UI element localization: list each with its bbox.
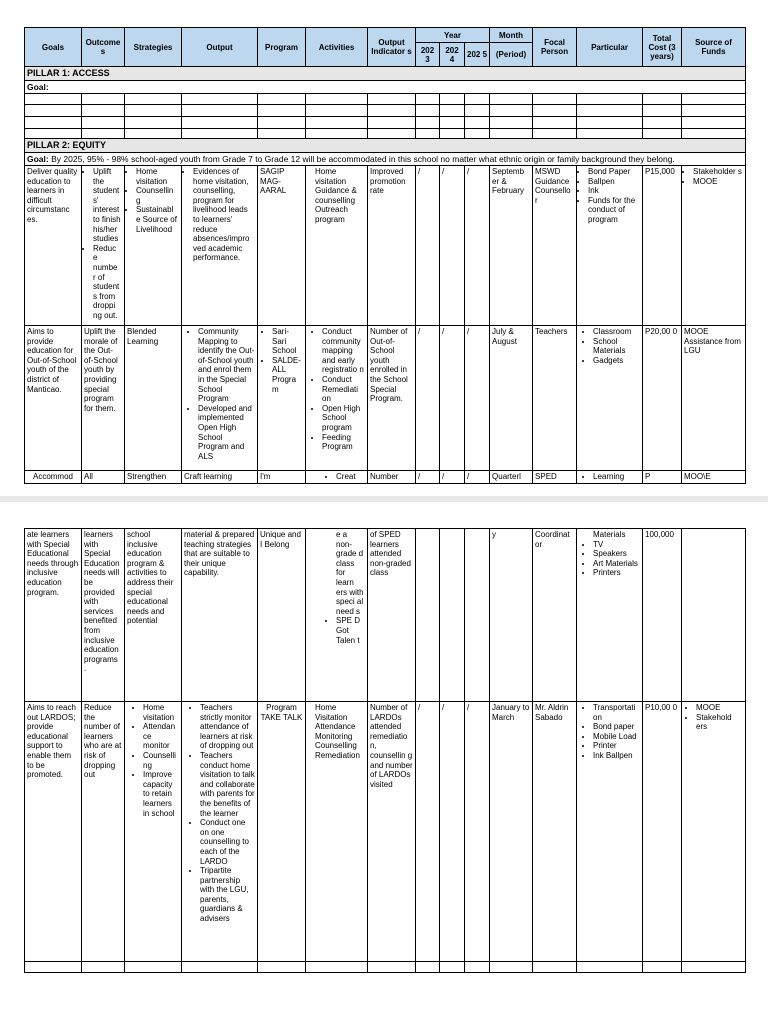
cell-year-2024: / bbox=[440, 702, 465, 962]
cell-program: SAGIP MAG-AARAL bbox=[258, 166, 306, 326]
header-year-2024: 202 4 bbox=[440, 43, 465, 67]
cell-particular bbox=[577, 326, 643, 471]
list-item: • Guidance & counselling bbox=[315, 186, 365, 205]
list-item: • Gadgets bbox=[593, 356, 640, 366]
header-output-indicators: Output Indicator s bbox=[368, 28, 416, 67]
cell-year-2025: / bbox=[465, 166, 490, 326]
empty-row bbox=[25, 129, 746, 139]
cell-output bbox=[182, 702, 258, 962]
cell-indicator: Improved promotion rate bbox=[368, 166, 416, 326]
plan-table-page-2 bbox=[24, 528, 746, 973]
cell-outcomes bbox=[82, 166, 125, 326]
empty-row bbox=[25, 94, 746, 105]
activity-text: e a non-grade d class for learn ers with speci al need s bbox=[336, 530, 364, 616]
document-page-1 bbox=[0, 0, 768, 496]
list-item: • Sustainabl e Source of Livelihood bbox=[136, 205, 179, 234]
cell-month: Quarterl bbox=[490, 471, 533, 484]
cell-total-cost: P15,000 bbox=[643, 166, 682, 326]
header-year-2023: 202 3 bbox=[416, 43, 440, 67]
cell-total-cost: 100,000 bbox=[643, 529, 682, 702]
list-item: • Conduct one on one counselling to each of the LARDO bbox=[200, 818, 255, 866]
list-item: • Art Materials bbox=[593, 559, 640, 569]
list-item: • Sari-Sari School bbox=[272, 327, 303, 356]
cell-strategies bbox=[125, 702, 182, 962]
cell-goal: Accommod bbox=[25, 471, 82, 484]
table-row bbox=[25, 529, 746, 702]
list-item: • Speakers bbox=[593, 549, 640, 559]
cell-strategies: school inclusive education program & activities to address their special educational needs and potential bbox=[125, 529, 182, 702]
list-item: • Ink Ballpen bbox=[593, 751, 640, 761]
list-item: • Creat bbox=[336, 472, 365, 482]
table-row bbox=[25, 702, 746, 962]
list-item: • Developed and implemented Open High School Program and ALS bbox=[198, 404, 255, 462]
list-item: • Community Mapping to identify the Out-of-School youth and enrol them in the Special School Program bbox=[198, 327, 255, 404]
cell-activities bbox=[306, 471, 368, 484]
cell-particular bbox=[577, 702, 643, 962]
cell-goal: ate learners with Special Educational needs through inclusive education program. bbox=[25, 529, 82, 702]
cell-activities bbox=[306, 326, 368, 471]
cell-output: material & prepared teaching strategies that are suitable to their unique capability. bbox=[182, 529, 258, 702]
cell-year-2025: / bbox=[465, 702, 490, 962]
header-total-cost: Total Cost (3 years) bbox=[643, 28, 682, 67]
particular-text: Materials bbox=[593, 530, 626, 539]
header-output: Output bbox=[182, 28, 258, 67]
cell-output: Craft learning bbox=[182, 471, 258, 484]
cell-source-of-funds: MOO\E bbox=[682, 471, 746, 484]
pillar-1-title: PILLAR 1: ACCESS bbox=[25, 67, 746, 81]
list-item: • Conduct Remediati on bbox=[322, 375, 365, 404]
cell-focal-person: Mr. Aldrin Sabado bbox=[533, 702, 577, 962]
cell-strategies: Blended Learning bbox=[125, 326, 182, 471]
header-activities: Activities bbox=[306, 28, 368, 67]
cell-particular bbox=[577, 529, 643, 702]
list-item: • Tripartite partnership with the LGU, parents, guardians & advisers bbox=[200, 866, 255, 924]
list-item: • Counselling bbox=[315, 741, 365, 751]
document-page-2 bbox=[0, 502, 768, 1024]
header-year: Year bbox=[416, 28, 490, 43]
list-item: • SPE D Got Talen t bbox=[336, 616, 365, 645]
cell-focal-person: Coordinat or bbox=[533, 529, 577, 702]
cell-goal: Deliver quality education to learners in difficult circumstanc es. bbox=[25, 166, 82, 326]
cell-goal: Aims to reach out LARDOS; provide educational support to enable them to be promoted. bbox=[25, 702, 82, 962]
goal-label: Goal: bbox=[27, 82, 49, 92]
cell-goal: Aims to provide education for Out-of-School youth of the district of Manticao. bbox=[25, 326, 82, 471]
list-item: • Uplift the student s' interest to finish his/her studies bbox=[93, 167, 122, 244]
cell-outcomes: Reduce the number of learners who are at risk of dropping out bbox=[82, 702, 125, 962]
cell-year-2024: / bbox=[440, 326, 465, 471]
cell-year-2025 bbox=[465, 529, 490, 702]
header-particular: Particular bbox=[577, 28, 643, 67]
cell-outcomes: All bbox=[82, 471, 125, 484]
cell-month: Septemb er & February bbox=[490, 166, 533, 326]
list-item: • Outreach program bbox=[315, 205, 365, 224]
cell-activities bbox=[306, 702, 368, 962]
list-item: • Printer bbox=[593, 741, 640, 751]
list-item: • Attendance Monitoring bbox=[315, 722, 365, 741]
cell-particular bbox=[577, 166, 643, 326]
list-item: • School Materials bbox=[593, 337, 640, 356]
cell-year-2023: / bbox=[416, 702, 440, 962]
cell-outcomes: Uplift the morale of the Out-of-School youth by providing special program for them. bbox=[82, 326, 125, 471]
list-item: • Feeding Program bbox=[322, 433, 365, 452]
header-goals: Goals bbox=[25, 28, 82, 67]
cell-source-of-funds bbox=[682, 702, 746, 962]
cell-source-of-funds: MOOE Assistance from LGU bbox=[682, 326, 746, 471]
table-row bbox=[25, 471, 746, 484]
cell-indicator: of SPED learners attended non-graded class bbox=[368, 529, 416, 702]
cell-activities bbox=[306, 166, 368, 326]
list-item: • MOOE bbox=[696, 703, 743, 713]
cell-total-cost: P10,00 0 bbox=[643, 702, 682, 962]
pillar-2-title: PILLAR 2: EQUITY bbox=[25, 139, 746, 153]
list-item: • Mobile Load bbox=[593, 732, 640, 742]
cell-activities bbox=[306, 529, 368, 702]
cell-focal-person: Teachers bbox=[533, 326, 577, 471]
header-focal-person: Focal Person bbox=[533, 28, 577, 67]
cell-year-2023: / bbox=[416, 326, 440, 471]
cell-strategies bbox=[125, 166, 182, 326]
list-item: • Home Visitation bbox=[315, 703, 365, 722]
empty-row bbox=[25, 117, 746, 129]
cell-focal-person: MSWD Guidance Counsello r bbox=[533, 166, 577, 326]
header-program: Program bbox=[258, 28, 306, 67]
list-item: • Learning bbox=[593, 472, 640, 482]
pillar-1-goal bbox=[25, 81, 746, 94]
list-item: • Counsellin g bbox=[136, 186, 179, 205]
plan-table-page-1 bbox=[24, 27, 746, 484]
list-item: • Bond paper bbox=[593, 722, 640, 732]
cell-year-2023 bbox=[416, 529, 440, 702]
table-row bbox=[25, 166, 746, 326]
cell-program: Unique and I Belong bbox=[258, 529, 306, 702]
list-item: • Ink bbox=[588, 186, 640, 196]
header-month-period: (Period) bbox=[490, 43, 533, 67]
empty-row bbox=[25, 962, 746, 973]
list-item: • SALDE-ALL Progra m bbox=[272, 356, 303, 394]
cell-year-2025: / bbox=[465, 471, 490, 484]
cell-year-2024: / bbox=[440, 166, 465, 326]
cell-month: July & August bbox=[490, 326, 533, 471]
header-year-2025: 202 5 bbox=[465, 43, 490, 67]
list-item: • Home visitation bbox=[315, 167, 365, 186]
empty-row bbox=[25, 105, 746, 117]
list-item: • Attendan ce monitor bbox=[143, 722, 179, 751]
list-item: • Ballpen bbox=[588, 177, 640, 187]
list-item: • Evidences of home visitation, counselling, program for livelihood leads to learners' reduce absences/impro ved academic performance. bbox=[193, 167, 255, 263]
list-item: • Bond Paper bbox=[588, 167, 640, 177]
list-item: • Teachers strictly monitor attendance of learners at risk of dropping out bbox=[200, 703, 255, 751]
list-item: • Stakeholder s bbox=[693, 167, 743, 177]
cell-strategies: Strengthen bbox=[125, 471, 182, 484]
cell-year-2023: / bbox=[416, 471, 440, 484]
table-row bbox=[25, 326, 746, 471]
cell-focal-person: SPED bbox=[533, 471, 577, 484]
cell-indicator: Number of Out-of-School youth enrolled in the School Special Program. bbox=[368, 326, 416, 471]
cell-output bbox=[182, 166, 258, 326]
cell-year-2024 bbox=[440, 529, 465, 702]
list-item: • MOOE bbox=[693, 177, 743, 187]
cell-total-cost: P20,00 0 bbox=[643, 326, 682, 471]
header-strategies: Strategies bbox=[125, 28, 182, 67]
list-item: • Remediation bbox=[315, 751, 365, 761]
list-item: • Home visitation bbox=[136, 167, 179, 186]
goal-label: Goal: bbox=[27, 154, 49, 164]
cell-year-2024: / bbox=[440, 471, 465, 484]
cell-indicator: Number of LARDOs attended remediatio n, counsellin g and number of LARDOs visited bbox=[368, 702, 416, 962]
header-outcomes: Outcome s bbox=[82, 28, 125, 67]
list-item: • Transportati on bbox=[593, 703, 640, 722]
cell-program bbox=[258, 326, 306, 471]
list-item: • Teachers conduct home visitation to talk and collaborate with parents for the benefits of the learner bbox=[200, 751, 255, 818]
cell-indicator: Number bbox=[368, 471, 416, 484]
cell-month: y bbox=[490, 529, 533, 702]
cell-outcomes: learners with Special Education needs will be provided with services benefited from inclusive education programs . bbox=[82, 529, 125, 702]
list-item: • Reduc e numbe r of student s from droppi ng out. bbox=[93, 244, 122, 321]
list-item: • Open High School program bbox=[322, 404, 365, 433]
list-item: • Conduct community mapping and early registratio n bbox=[322, 327, 365, 375]
cell-year-2023: / bbox=[416, 166, 440, 326]
list-item: • Counselli ng bbox=[143, 751, 179, 770]
list-item: • Home visitation bbox=[143, 703, 179, 722]
cell-source-of-funds bbox=[682, 166, 746, 326]
goal-text: By 2025, 95% - 98% school-aged youth from Grade 7 to Grade 12 will be accommodated in this school no matter what ethnic origin or family background they belong. bbox=[51, 154, 675, 164]
pillar-2-goal bbox=[25, 153, 746, 166]
list-item: • Funds for the conduct of program bbox=[588, 196, 640, 225]
cell-source-of-funds bbox=[682, 529, 746, 702]
cell-program: Program TAKE TALK bbox=[258, 702, 306, 962]
cell-month: January to March bbox=[490, 702, 533, 962]
cell-year-2025: / bbox=[465, 326, 490, 471]
list-item: • TV bbox=[593, 540, 640, 550]
header-source-of-funds: Source of Funds bbox=[682, 28, 746, 67]
cell-total-cost: P bbox=[643, 471, 682, 484]
header-month: Month bbox=[490, 28, 533, 43]
cell-particular bbox=[577, 471, 643, 484]
list-item: • Improve capacity to retain learners in school bbox=[143, 770, 179, 818]
cell-program: I'm bbox=[258, 471, 306, 484]
list-item: • Stakehold ers bbox=[696, 713, 743, 732]
cell-output bbox=[182, 326, 258, 471]
list-item: • Printers bbox=[593, 568, 640, 578]
list-item: • Classroom bbox=[593, 327, 640, 337]
